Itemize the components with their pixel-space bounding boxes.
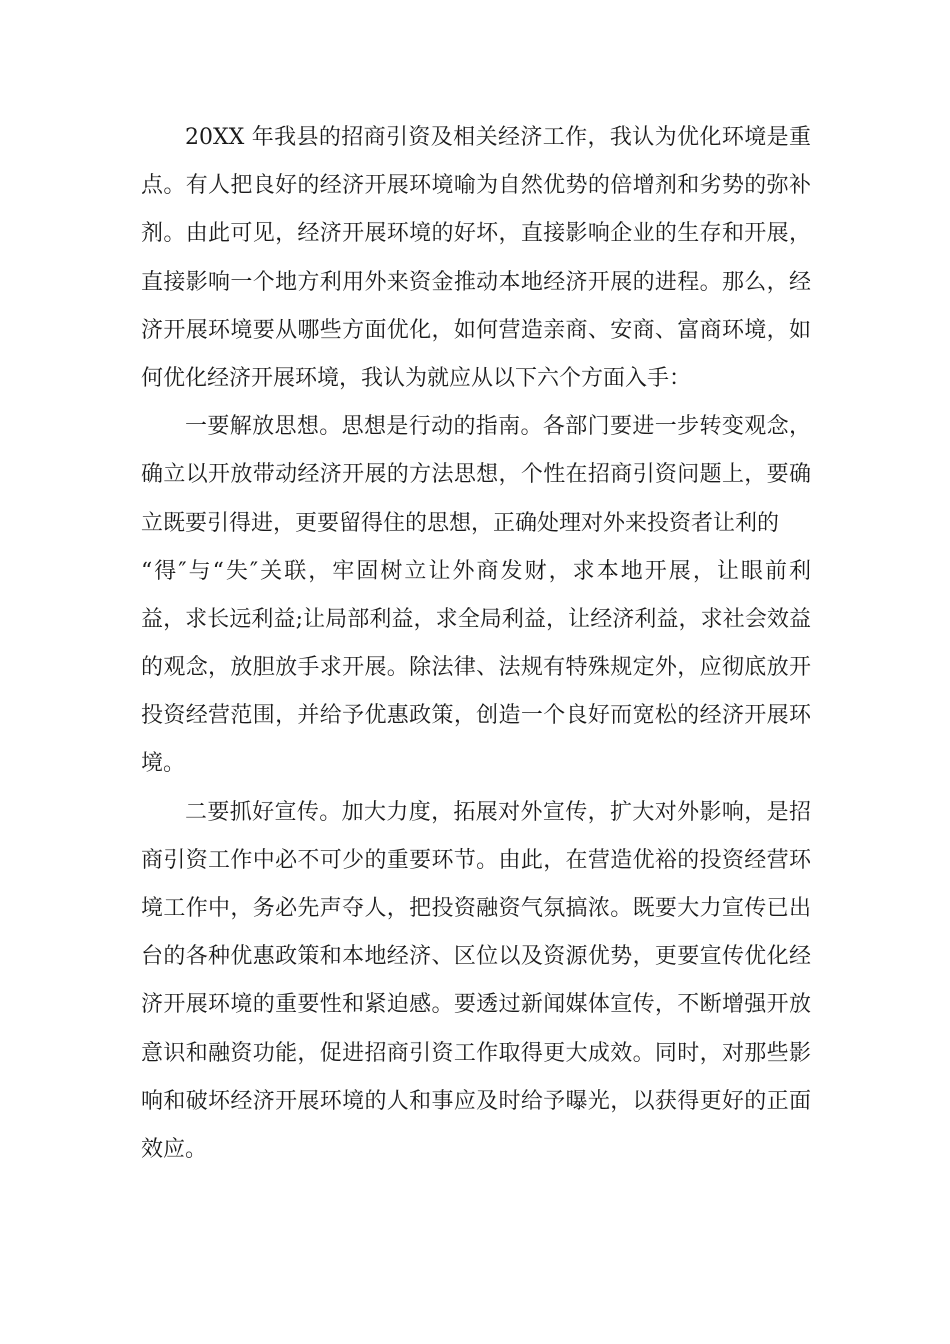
paragraph-line: 台的各种优惠政策和本地经济、区位以及资源优势，更要宣传优化经 — [141, 944, 811, 970]
paragraph-line: 立既要引得进，更要留得住的思想，正确处理对外来投资者让利的 — [141, 510, 780, 536]
paragraph-line: 境。 — [141, 751, 186, 777]
paragraph-line: 响和破坏经济开展环境的人和事应及时给予曝光，以获得更好的正面 — [141, 1088, 811, 1114]
paragraph-line: 投资经营范围，并给予优惠政策，创造一个良好而宽松的经济开展环 — [141, 703, 811, 729]
paragraph-2 — [141, 403, 811, 789]
paragraph-line: 直接影响一个地方利用外来资金推动本地经济开展的进程。那么，经 — [141, 269, 811, 295]
paragraph-line: 的观念，放胆放手求开展。除法律、法规有特殊规定外，应彻底放开 — [141, 655, 811, 681]
paragraph-1 — [141, 114, 811, 403]
paragraph-line: 益，求长远利益;让局部利益，求全局利益，让经济利益，求社会效益 — [141, 606, 811, 632]
paragraph-line: 二要抓好宣传。加大力度，拓展对外宣传，扩大对外影响，是招 — [185, 799, 811, 825]
paragraph-3 — [141, 789, 811, 1175]
paragraph-line: 何优化经济开展环境，我认为就应从以下六个方面入手： — [141, 365, 692, 391]
document-body — [141, 114, 811, 1174]
paragraph-line: 剂。由此可见，经济开展环境的好坏，直接影响企业的生存和开展， — [141, 221, 811, 247]
paragraph-line: 济开展环境的重要性和紧迫感。要透过新闻媒体宣传，不断增强开放 — [141, 992, 811, 1018]
paragraph-line: 一要解放思想。思想是行动的指南。各部门要进一步转变观念， — [185, 414, 811, 440]
paragraph-line: 确立以开放带动经济开展的方法思想，个性在招商引资问题上，要确 — [141, 462, 811, 488]
paragraph-line: 效应。 — [141, 1136, 208, 1162]
paragraph-line: 点。有人把良好的经济开展环境喻为自然优势的倍增剂和劣势的弥补 — [141, 173, 811, 199]
paragraph-line: 济开展环境要从哪些方面优化，如何营造亲商、安商、富商环境，如 — [141, 317, 811, 343]
paragraph-line: 境工作中，务必先声夺人，把投资融资气氛搞浓。既要大力宣传已出 — [141, 896, 811, 921]
paragraph-line: 20XX 年我县的招商引资及相关经济工作，我认为优化环境是重 — [185, 125, 811, 150]
paragraph-line: 意识和融资功能，促进招商引资工作取得更大成效。同时，对那些影 — [141, 1040, 811, 1066]
paragraph-line: “得″与“失″关联，牢固树立让外商发财，求本地开展，让眼前利 — [141, 558, 811, 584]
paragraph-line: 商引资工作中必不可少的重要环节。由此，在营造优裕的投资经营环 — [141, 847, 811, 873]
